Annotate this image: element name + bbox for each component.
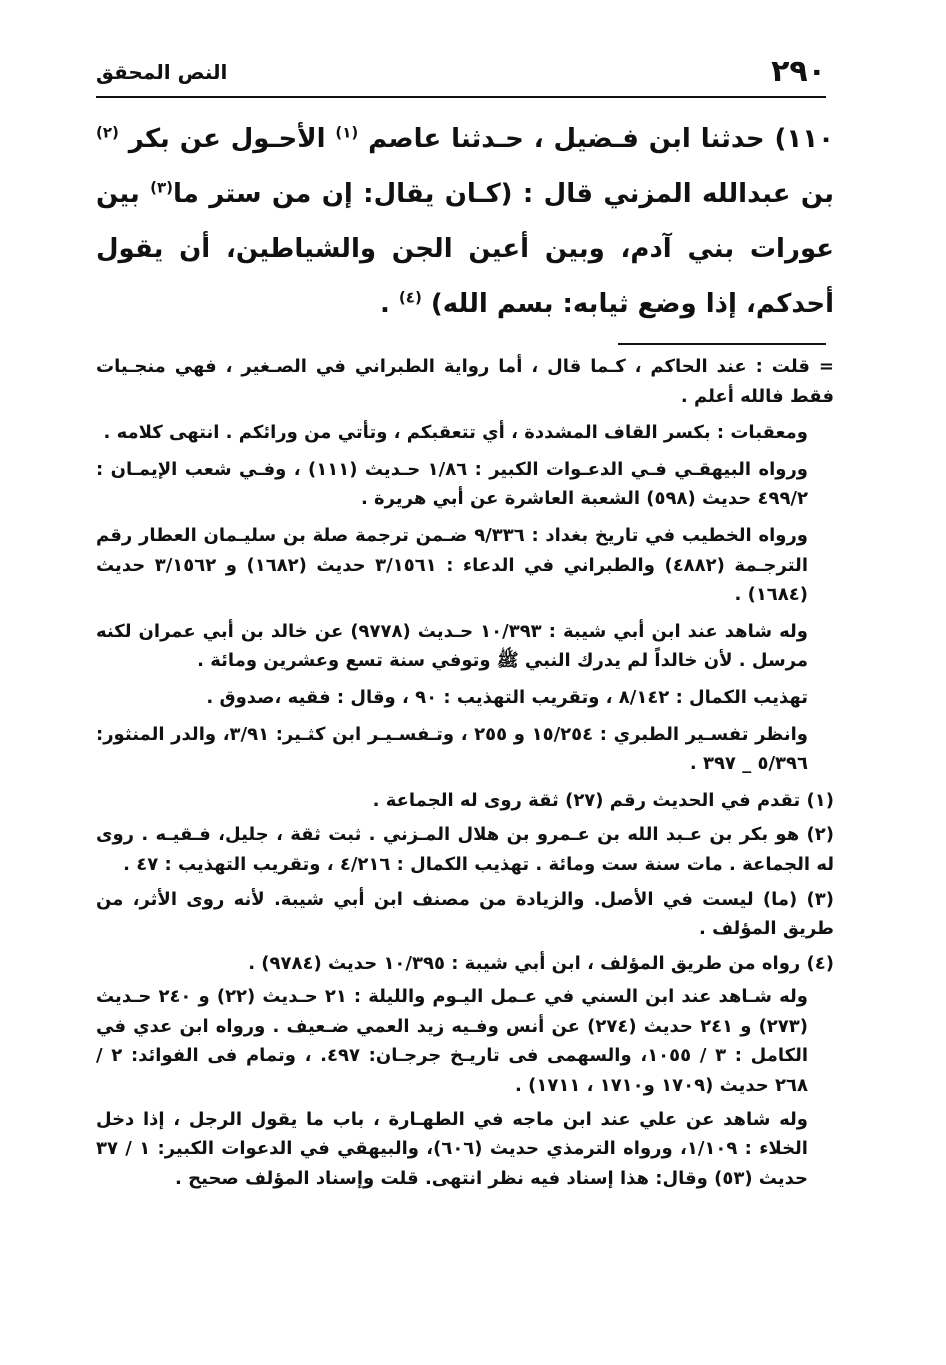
- footnote-divider: [618, 343, 826, 345]
- footnote-continuation: ورواه الخطيب في تاريخ بغداد : ٩/٣٣٦ ضـمن ترجمة صلة بن سليـمان العطار رقم الترجـمة (٤٨٨٢) والطبراني في الدعاء : ٣/١٥٦١ حديث (١٦٨٢) و ٣/١٥٦٢ حديث (١٦٨٤) .: [96, 524, 808, 606]
- footnote-continuation: وله شاهد عند ابن أبي شيبة : ١٠/٣٩٣ حـديث (٩٧٧٨) عن خالد بن أبي عمران لكنه مرسل . لأن خالداً لم يدرك النبي ﷺ وتوفي سنة تسع وعشرين ومائة .: [96, 620, 808, 672]
- hadith-text-part: الأحـول عن بكر: [128, 124, 326, 154]
- footnote-ref: (٤): [398, 288, 422, 307]
- running-title: النص المحقق: [96, 60, 228, 84]
- footnote-ref: (٣): [150, 178, 173, 197]
- footnote-continuation: تهذيب الكمال : ٨/١٤٢ ، وتقريب التهذيب : ٩٠ ، وقال : فقيه ،صدوق .: [206, 686, 808, 708]
- page-header: [96, 52, 826, 94]
- page-number: ٢٩٠: [771, 54, 826, 89]
- hadith-text-end: .: [379, 289, 390, 319]
- hadith-text-part: بين عورات بني آدم، وبين أعين الجن والشياطين، أن يقول أحدكم، إذا وضع ثيابه: بسم الله): [96, 179, 834, 319]
- footnote-1: (١) تقدم في الحديث رقم (٢٧) ثقة روى له الجماعة .: [372, 789, 834, 811]
- footnotes: [96, 352, 834, 1193]
- footnote-continuation: ورواه البيهقـي فـي الدعـوات الكبير : ١/٨٦ حـديث (١١١) ، وفـي شعب الإيمـان : ٤٩٩/٢ حديث (٥٩٨) الشعبة العاشرة عن أبي هريرة .: [96, 458, 808, 510]
- hadith-text: [96, 112, 834, 332]
- footnote-2: (٢) هو بكر بن عـبد الله بن عـمرو بن هلال المـزني . ثبت ثقة ، جليل، فـقيـه . روى له الجماعة . مات سنة ست ومائة . تهذيب الكمال : ٤/٢١٦ ، وتقريب التهذيب : ٤٧ .: [96, 824, 834, 875]
- footnote-3: (٣) (ما) ليست في الأصل. والزيادة من مصنف ابن أبي شيبة. لأنه روى الأثر، من طريق المؤلف .: [96, 888, 834, 940]
- footnote-continuation: ومعقبات : بكسر القاف المشددة ، أي تتعقبكم ، وتأتي من ورائكم . انتهى كلامه .: [103, 422, 808, 444]
- footnote-continuation: وانظر تفسـير الطبري : ١٥/٢٥٤ و ٢٥٥ ، وتـفسـيـر ابن كثـير: ٣/٩١، والدر المنثور: ٥/٣٩٦ _ ٣٩٧ .: [96, 723, 808, 775]
- footnote-4-witness-2: وله شاهد عن علي عند ابن ماجه في الطهـارة ، باب ما يقول الرجل ، إذا دخل الخلاء : ١/١٠٩، ورواه الترمذي حديث (٦٠٦)، والبيهقي في الدعوات الكبير: ١ / ٣٧ حديث (٥٣) وقال: هذا إسناد فيه نظر انتهى. قلت وإسناد المؤلف صحيح .: [96, 1108, 808, 1189]
- footnote-4: (٤) رواه من طريق المؤلف ، ابن أبي شيبة : ١٠/٣٩٥ حديث (٩٧٨٤) .: [248, 952, 834, 974]
- hadith-text-part: حدثنا ابن فـضيل ، حـدثنا عاصم: [368, 124, 765, 154]
- footnote-ref: (٢): [96, 123, 119, 142]
- footnote-4-witness-1: وله شـاهد عند ابن السني في عـمل اليـوم والليلة : ٢١ حـديث (٢٢) و ٢٤٠ حـديث (٢٧٣) و ٢٤١ حديث (٢٧٤) عن أنس وفـيه زيد العمي ضـعيف . ورواه ابن عدي في الكامل : ٣ / ١٠٥٥، والسهمى فى تاريـخ جرجـان: ٤٩٧. ، وتمام فى الفوائد: ٢ / ٢٦٨ حديث (١٧٠٩ و١٧١٠ ، ١٧١١) .: [96, 986, 809, 1097]
- hadith-text-part: بن عبدالله المزني قال : (كـان يقال: إن من ستر ما: [173, 179, 834, 209]
- hadith-paragraph: [96, 112, 834, 332]
- hadith-number: ١١٠): [774, 124, 834, 154]
- header-divider: [96, 96, 826, 98]
- footnote-ref: (١): [335, 123, 359, 142]
- footnote-continuation: = قلت : عند الحاكم ، كـما قال ، أما رواية الطبراني في الصـغير ، فهي منجـيات فقط فالله أعلم .: [96, 356, 834, 407]
